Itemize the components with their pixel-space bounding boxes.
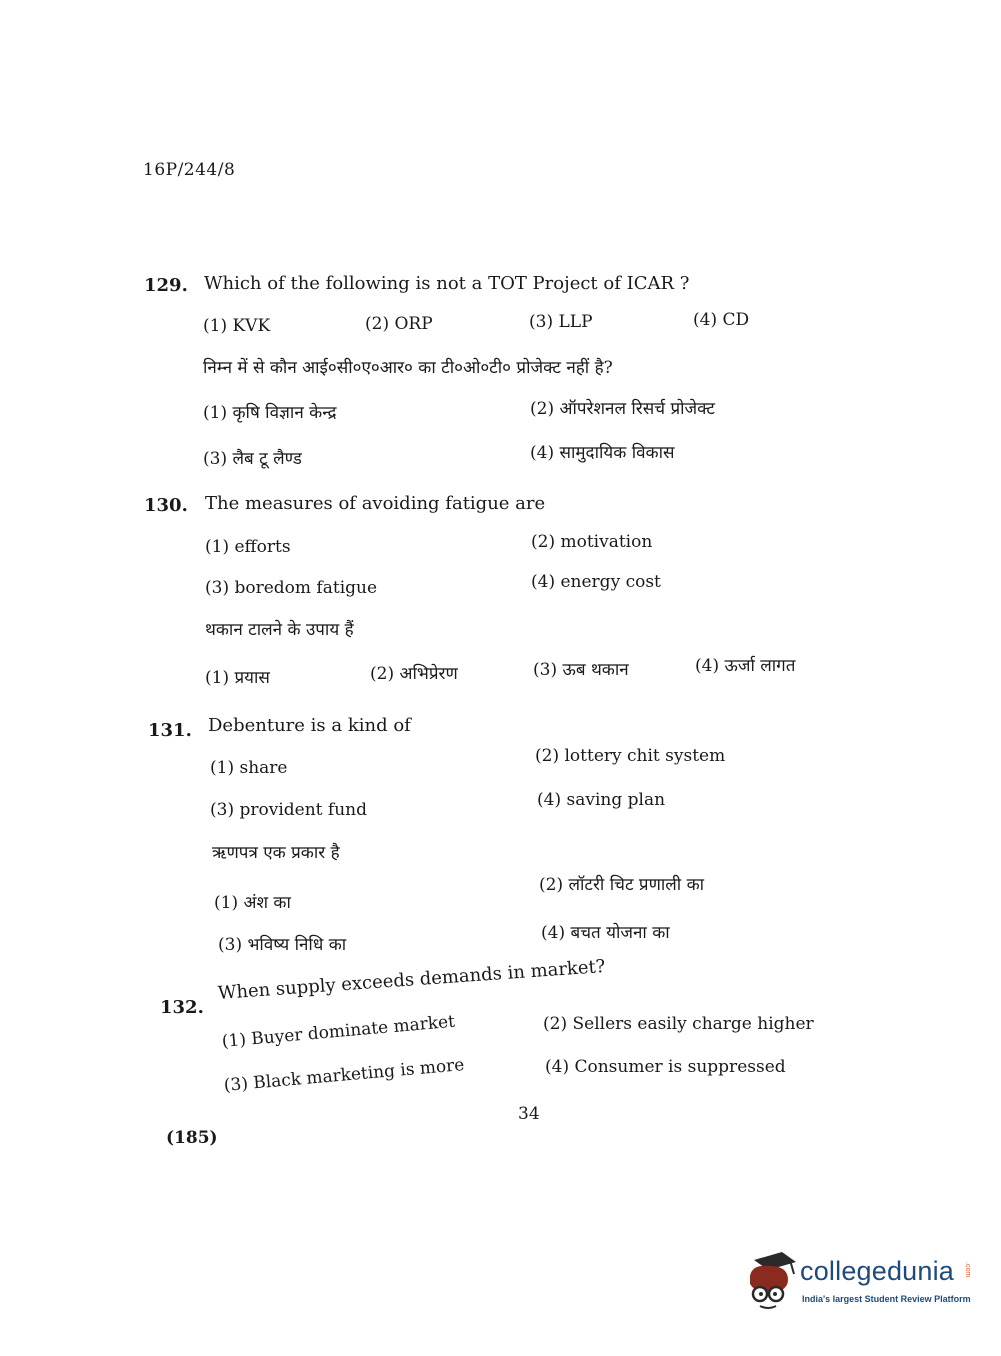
option: (2) ORP — [365, 314, 433, 334]
hindi-question-text: थकान टालने के उपाय हैं — [205, 620, 354, 640]
option: (3) provident fund — [210, 800, 367, 820]
option: (1) share — [210, 758, 288, 778]
question-number: 131. — [148, 720, 192, 741]
question-text: The measures of avoiding fatigue are — [205, 493, 546, 514]
option: (4) CD — [693, 310, 750, 330]
hindi-option: (3) ऊब थकान — [533, 660, 629, 680]
collegedunia-watermark — [742, 1250, 972, 1314]
option: (1) efforts — [205, 537, 291, 557]
hindi-question-text: ऋणपत्र एक प्रकार है — [212, 843, 340, 863]
option: (1) KVK — [203, 316, 271, 336]
question-number: 130. — [144, 495, 188, 516]
page-number: 34 — [518, 1104, 540, 1124]
brand-name: collegedunia — [800, 1256, 955, 1286]
question-number: 132. — [160, 997, 204, 1018]
hindi-option: (2) अभिप्रेरण — [370, 664, 458, 684]
hindi-option: (1) कृषि विज्ञान केन्द्र — [203, 403, 337, 423]
paper-code: 16P/244/8 — [143, 160, 236, 180]
brand-suffix: .com — [964, 1262, 971, 1278]
question-number: 129. — [144, 275, 188, 296]
hindi-option: (3) भविष्य निधि का — [218, 935, 347, 955]
mascot-icon — [742, 1250, 800, 1314]
hindi-option: (1) प्रयास — [205, 668, 270, 688]
hindi-option: (4) ऊर्जा लागत — [695, 656, 796, 676]
option: (4) energy cost — [531, 572, 661, 592]
hindi-option: (4) बचत योजना का — [541, 923, 670, 943]
question-text: When supply exceeds demands in market? — [217, 955, 607, 1004]
footer-code: (185) — [166, 1128, 218, 1148]
option: (4) Consumer is suppressed — [545, 1057, 786, 1077]
hindi-question-text: निम्न में से कौन आई०सी०ए०आर० का टी०ओ०टी० प्रोजेक्ट नहीं है? — [203, 358, 613, 378]
hindi-option: (1) अंश का — [214, 893, 291, 913]
brand-tagline: India's largest Student Review Platform — [802, 1294, 971, 1304]
option: (2) Sellers easily charge higher — [543, 1014, 814, 1034]
hindi-option: (2) लॉटरी चिट प्रणाली का — [539, 875, 705, 895]
question-text: Debenture is a kind of — [208, 715, 411, 736]
option: (2) motivation — [531, 532, 653, 552]
option: (3) Black marketing is more — [223, 1055, 466, 1096]
option: (3) LLP — [529, 312, 593, 332]
hindi-option: (3) लैब टू लैण्ड — [203, 449, 302, 469]
option: (3) boredom fatigue — [205, 578, 378, 598]
option: (2) lottery chit system — [535, 746, 726, 766]
option: (1) Buyer dominate market — [221, 1011, 456, 1052]
question-text: Which of the following is not a TOT Project of ICAR ? — [204, 273, 690, 294]
hindi-option: (2) ऑपरेशनल रिसर्च प्रोजेक्ट — [530, 399, 715, 419]
hindi-option: (4) सामुदायिक विकास — [530, 443, 675, 463]
option: (4) saving plan — [537, 790, 666, 810]
